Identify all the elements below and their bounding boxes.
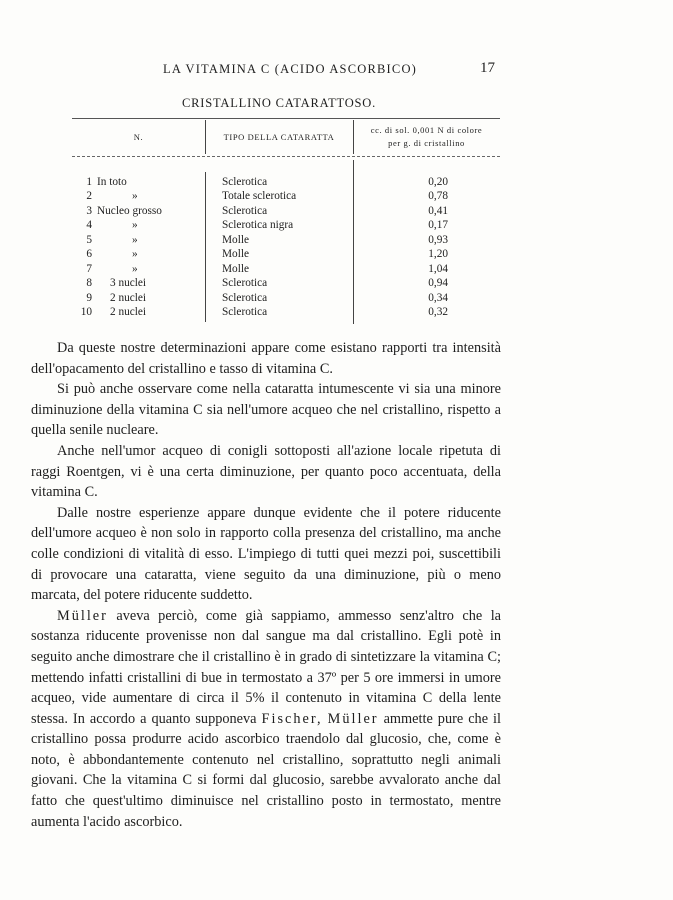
paragraph: Da queste nostre determinazioni appare come esistano rapporti tra intensità dell'opacamento del cristallino e tasso di vitamina C.: [31, 340, 501, 377]
table-header-rule: [72, 156, 500, 157]
row-sample: 3 nuclei: [110, 277, 147, 289]
table-row: [72, 305, 500, 319]
table-title: CRISTALLINO CATARATTOSO.: [182, 96, 377, 110]
row-sample: »: [132, 248, 138, 260]
row-number: 6: [86, 248, 92, 260]
paragraph: Anche nell'umor acqueo di conigli sottoposti all'azione locale ripetuta di raggi Roentgen, vi è una certa diminuzione, per quanto poco accentuata, della vitamina C.: [31, 442, 501, 501]
column-header-n: N.: [133, 132, 144, 142]
table-row: [72, 175, 500, 189]
running-header: [0, 60, 673, 80]
author-name: Fischer,: [261, 710, 323, 727]
paragraph-text: ammette pure che il cristallino possa produrre acido ascorbico traendolo dal glucosio, che, come è noto, è abbondantemente contenuto nel cristallino, soprattutto negli animali giovani. Che la vitamina C si formi dal glucosio, sarebbe avvalorato anche dal fatto che quest'ultimo diminuisce nel cristallino posto in termostato, mentre aumenta l'acido ascorbico.: [31, 710, 502, 830]
row-sample: In toto: [97, 176, 127, 188]
row-value: 0,94: [428, 277, 448, 289]
row-value: 1,20: [428, 248, 448, 260]
paragraph: [31, 606, 501, 833]
row-sample: »: [132, 234, 138, 246]
row-number: 3: [86, 205, 92, 217]
row-cataract-type: Sclerotica: [222, 277, 268, 289]
table-row: [72, 233, 500, 247]
row-value: 0,78: [428, 190, 448, 202]
row-number: 7: [86, 263, 92, 275]
row-sample: »: [132, 263, 138, 275]
page-number: 17: [480, 60, 495, 76]
row-cataract-type: Molle: [222, 248, 249, 260]
row-sample: »: [132, 190, 138, 202]
row-sample: 2 nuclei: [110, 306, 147, 318]
data-table: [72, 118, 500, 326]
row-cataract-type: Sclerotica: [222, 176, 268, 188]
row-cataract-type: Molle: [222, 234, 249, 246]
paragraph: Si può anche osservare come nella cataratta intumescente vi sia una minore diminuzione della vitamina C sia nell'umore acqueo che nel cristallino, rispetto a quella senile nucleare.: [31, 381, 501, 439]
row-value: 0,17: [428, 219, 448, 231]
row-number: 4: [86, 219, 92, 231]
table-row: [72, 247, 500, 261]
table-row: [72, 291, 500, 305]
row-number: 5: [86, 234, 92, 246]
row-cataract-type: Totale sclerotica: [222, 190, 297, 202]
row-number: 9: [86, 292, 92, 304]
row-sample: Nucleo grosso: [97, 205, 162, 217]
row-value: 0,93: [428, 234, 448, 246]
paragraph-text: aveva perciò, come già sappiamo, ammesso senz'altro che la sostanza riducente provenisse non dal sangue ma dal cristallino. Egli potè in seguito anche dimostrare che il cristallino è in grado di sintetizzare la vitamina C; mettendo infatti cristallini di bue in termostato a 37º per 5 ore immersi in umore acqueo, vide aumentare di circa il 5% il contenuto in vitamina C della lente stessa. In accordo a quanto supponeva: [31, 607, 502, 727]
row-cataract-type: Sclerotica nigra: [222, 219, 294, 231]
row-sample: »: [132, 219, 138, 231]
table-row: [72, 204, 500, 218]
table-top-rule: [72, 118, 500, 119]
column-header-value-line2: per g. di cristallino: [388, 138, 465, 148]
author-name: Müller: [327, 710, 379, 727]
row-cataract-type: Molle: [222, 263, 249, 275]
row-sample: 2 nuclei: [110, 292, 147, 304]
row-value: 0,34: [428, 292, 448, 304]
table-row: [72, 276, 500, 290]
paragraph: Dalle nostre esperienze appare dunque evidente che il potere riducente dell'umore acqueo è non solo in rapporto colla presenza del cristallino, ma anche colle condizioni di vitalità di esso. L'impiego di tutti quei mezzi poi, suscettibili di provocare una cataratta, viene seguito da una diminuzione, più o meno marcata, del potere riducente suddetto.: [31, 504, 501, 604]
row-value: 1,04: [428, 263, 448, 275]
column-header-value: [353, 124, 500, 150]
author-name: Müller: [57, 607, 108, 624]
row-number: 2: [86, 190, 92, 202]
row-value: 0,20: [428, 176, 448, 188]
table-row: [72, 262, 500, 276]
row-number: 10: [80, 306, 92, 318]
table-row: [72, 218, 500, 232]
row-number: 8: [86, 277, 92, 289]
row-cataract-type: Sclerotica: [222, 306, 268, 318]
table-row: [72, 189, 500, 203]
column-header-type: TIPO DELLA CATARATTA: [223, 132, 335, 142]
row-value: 0,41: [428, 205, 448, 217]
row-number: 1: [86, 176, 92, 188]
body-text: [31, 338, 501, 832]
column-header-value-line1: cc. di sol. 0,001 N di colore: [370, 125, 483, 135]
running-title: LA VITAMINA C (ACIDO ASCORBICO): [163, 62, 418, 76]
row-cataract-type: Sclerotica: [222, 205, 268, 217]
row-value: 0,32: [428, 306, 448, 318]
row-cataract-type: Sclerotica: [222, 292, 268, 304]
